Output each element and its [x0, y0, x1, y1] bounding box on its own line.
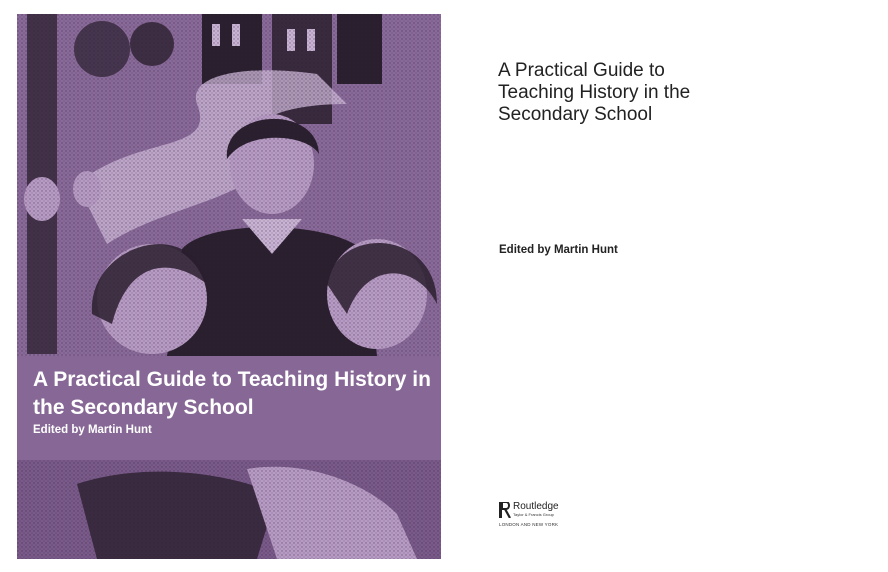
title-line-3: Secondary School [498, 104, 653, 125]
book-cover [17, 14, 441, 559]
title-line-1: A Practical Guide to [498, 60, 665, 81]
publisher-subtitle: Taylor & Francis Group [513, 512, 554, 517]
publisher-cities: LONDON AND NEW YORK [499, 522, 559, 527]
title-line-2: Teaching History in the [498, 82, 691, 103]
cover-editor: Edited by Martin Hunt [33, 424, 152, 436]
title-page-title [498, 60, 758, 126]
title-page-editor: Edited by Martin Hunt [499, 244, 618, 256]
cover-illustration [17, 14, 441, 559]
publisher-name: Routledge [513, 501, 559, 512]
routledge-logo-icon [499, 502, 511, 518]
cover-title: A Practical Guide to Teaching History in the Secondary School [33, 368, 431, 419]
